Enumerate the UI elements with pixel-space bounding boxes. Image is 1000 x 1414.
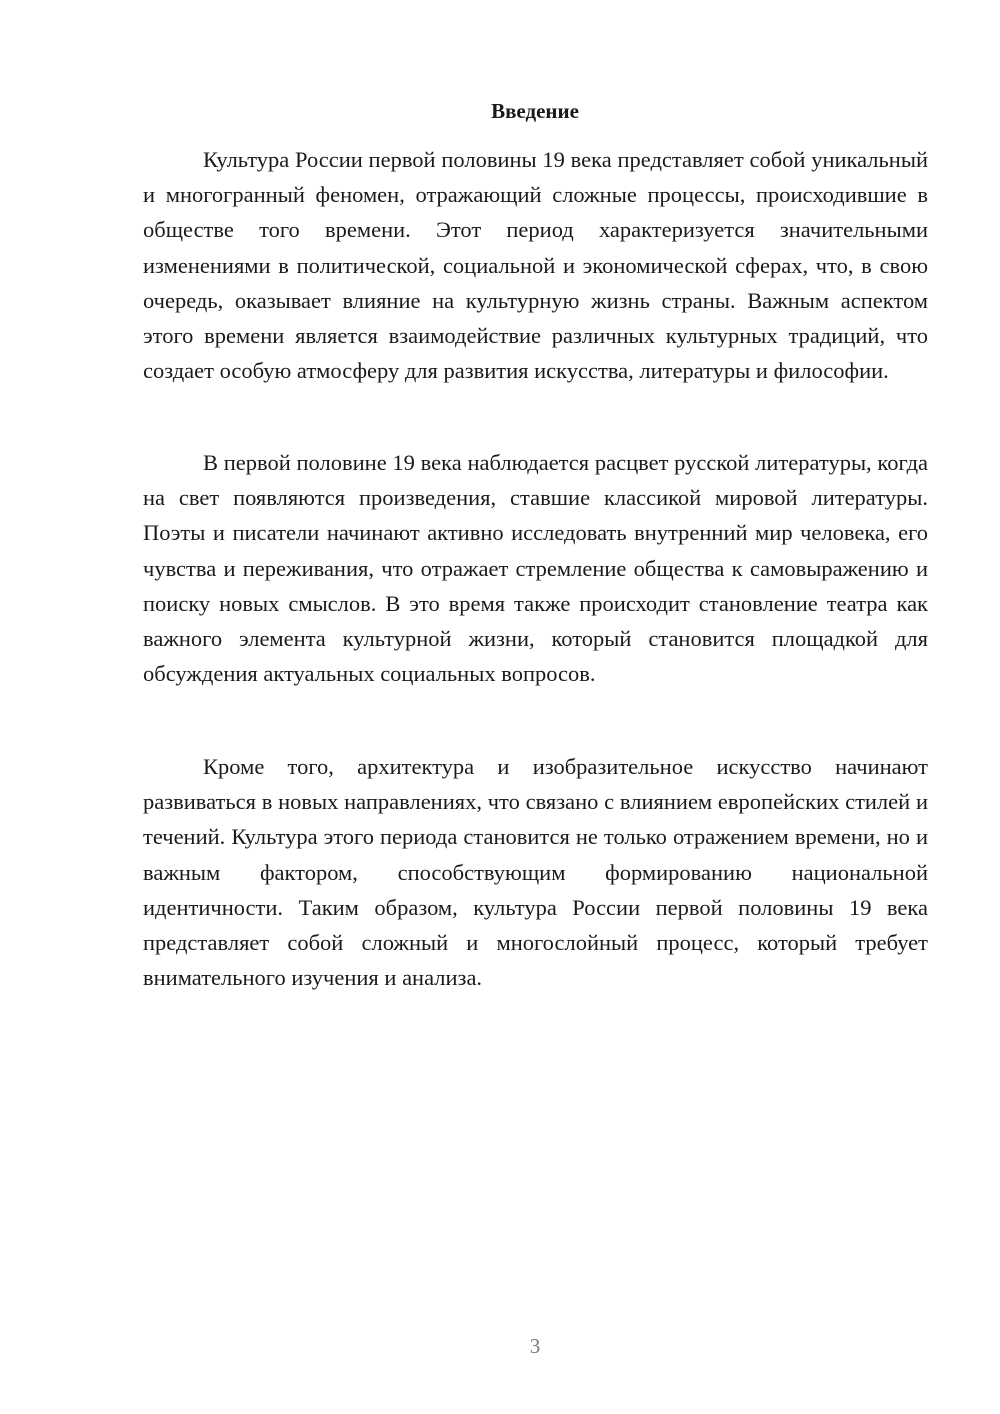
paragraph-2 — [143, 445, 928, 691]
section-title: Введение — [491, 99, 579, 123]
page-number: 3 — [529, 1334, 541, 1358]
paragraph-2-text: В первой половине 19 века наблюдается расцвет русской литературы, когда на свет появляются произведения, ставшие классикой мировой литературы. Поэты и писатели начинают активно исследовать внутренний мир человека, его чувства и переживания, что отражает стремление общества к самовыражению и поиску новых смыслов. В это время также происходит становление театра как важного элемента культурной жизни, который становится площадкой для обсуждения актуальных социальных вопросов. — [143, 450, 928, 687]
paragraph-3-text: Кроме того, архитектура и изобразительное искусство начинают развиваться в новых направлениях, что связано с влиянием европейских стилей и течений. Культура этого периода становится не только отражением времени, но и важным фактором, способствующим формированию национальной идентичности. Таким образом, культура России первой половины 19 века представляет собой сложный и многослойный процесс, который требует внимательного изучения и анализа. — [143, 754, 928, 991]
paragraph-1-text: Культура России первой половины 19 века представляет собой уникальный и многогранный феномен, отражающий сложные процессы, происходившие в обществе того времени. Этот период характеризуется значительными изменениями в политической, социальной и экономической сферах, что, в свою очередь, оказывает влияние на культурную жизнь страны. Важным аспектом этого времени является взаимодействие различных культурных традиций, что создает особую атмосферу для развития искусства, литературы и философии. — [143, 147, 928, 384]
paragraph-3 — [143, 749, 928, 995]
paragraph-1 — [143, 142, 928, 388]
